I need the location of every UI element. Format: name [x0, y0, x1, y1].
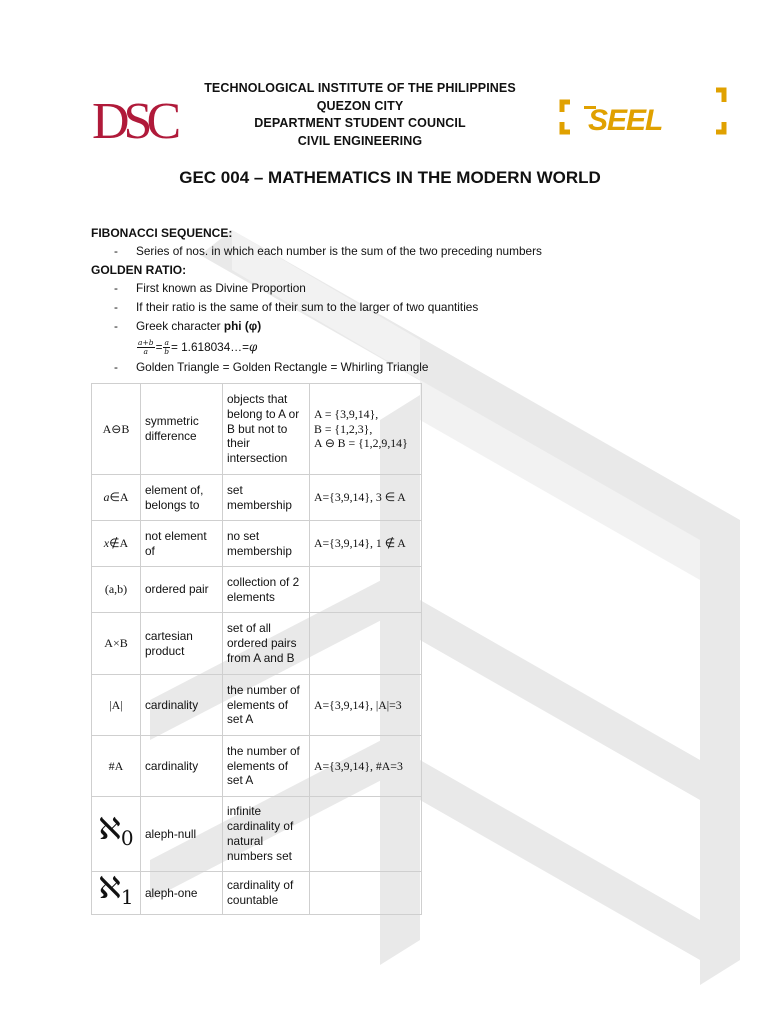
meaning-cell: infinite cardinality of natural numbers set	[223, 797, 310, 872]
example-cell: A={3,9,14}, 3 ∈ A	[310, 475, 422, 521]
meaning-cell: the number of elements of set A	[223, 736, 310, 797]
aleph-glyph: ℵ	[98, 812, 121, 847]
name-cell: ordered pair	[141, 567, 223, 613]
meaning-cell: set membership	[223, 475, 310, 521]
council: DEPARTMENT STUDENT COUNCIL	[254, 116, 466, 130]
meaning-cell: no set membership	[223, 521, 310, 567]
denominator: a	[143, 346, 149, 356]
symbol-rest: ∈A	[109, 490, 129, 505]
meaning-cell: cardinality of countable	[223, 872, 310, 915]
example-cell	[310, 872, 422, 915]
example-cell	[310, 613, 422, 675]
table-row	[92, 521, 422, 567]
symbol-cell	[92, 475, 141, 521]
symbol-cell: A⊖B	[92, 384, 141, 475]
phi-label: phi (φ)	[223, 319, 262, 333]
aleph-subscript: 1	[120, 885, 134, 909]
golden-ratio-point: If their ratio is the same of their sum to the larger of two quantities	[136, 300, 479, 314]
name-cell: aleph-null	[141, 797, 223, 872]
table-row	[92, 384, 422, 475]
symbol-cell: |A|	[92, 675, 141, 736]
svg-text:SEEL: SEEL	[588, 104, 663, 137]
table-row	[92, 736, 422, 797]
seel-logo	[558, 86, 728, 146]
institution-header	[200, 80, 520, 150]
name-cell: not element of	[141, 521, 223, 567]
list-item: - Greek character phi (φ)	[114, 319, 262, 333]
symbol-variable: x	[103, 536, 110, 551]
name-cell: aleph-one	[141, 872, 223, 915]
list-item: - If their ratio is the same of their sum to the larger of two quantities	[114, 300, 479, 314]
meaning-cell: set of all ordered pairs from A and B	[223, 613, 310, 675]
department: CIVIL ENGINEERING	[297, 133, 423, 148]
symbol-cell: (a,b)	[92, 567, 141, 613]
fibonacci-heading: FIBONACCI SEQUENCE:	[91, 226, 233, 240]
city: QUEZON CITY	[316, 98, 404, 113]
numerator: a	[164, 337, 169, 347]
golden-ratio-heading: GOLDEN RATIO:	[91, 263, 187, 277]
symbol-cell	[92, 797, 141, 872]
aleph-symbol	[98, 812, 134, 850]
name-cell: cardinality	[141, 736, 223, 797]
golden-ratio-point: Golden Triangle = Golden Rectangle = Whirling Triangle	[136, 360, 429, 374]
example-cell: A={3,9,14}, |A|=3	[310, 675, 422, 736]
name-cell: element of, belongs to	[141, 475, 223, 521]
table-row	[92, 475, 422, 521]
example-cell	[310, 384, 422, 475]
meaning-cell: the number of elements of set A	[223, 675, 310, 736]
table-row	[92, 797, 422, 872]
example-cell	[310, 567, 422, 613]
set-symbols-table	[91, 383, 422, 915]
meaning-cell: objects that belong to A or B but not to their intersection	[223, 384, 310, 475]
name-cell: cartesian product	[141, 613, 223, 675]
example-cell: A={3,9,14}, 1 ∉ A	[310, 521, 422, 567]
list-item: - Golden Triangle = Golden Rectangle = Whirling Triangle	[114, 360, 429, 374]
fraction	[137, 339, 155, 356]
aleph-glyph: ℵ	[98, 871, 121, 906]
name-cell: symmetric difference	[141, 384, 223, 475]
fibonacci-definition: Series of nos. in which each number is the sum of the two preceding numbers	[136, 244, 542, 258]
example-cell: A={3,9,14}, #A=3	[310, 736, 422, 797]
list-item: - Series of nos. in which each number is the sum of the two preceding numbers	[114, 244, 542, 258]
dsc-logo	[90, 88, 182, 150]
institution-name: TECHNOLOGICAL INSTITUTE OF THE PHILIPPINES	[204, 81, 516, 95]
phi-symbol: φ	[249, 340, 258, 354]
golden-ratio-formula: $\frac{a+b}{a}$ = $\frac{a}{b}$ = 1.618034…= φ	[138, 337, 258, 356]
example-line: A ⊖ B = {1,2,9,14}	[314, 436, 408, 451]
symbol-cell: #A	[92, 736, 141, 797]
denominator: b	[164, 346, 170, 356]
symbol-cell	[92, 872, 141, 915]
golden-ratio-point: Greek character	[136, 319, 224, 333]
phi-value: = 1.618034…=	[170, 340, 249, 354]
symbol-rest: ∉A	[109, 536, 129, 551]
notes-section	[91, 224, 731, 377]
svg-text:DSC: DSC	[92, 93, 176, 150]
page-title: GEC 004 – MATHEMATICS IN THE MODERN WORLD	[179, 168, 601, 187]
aleph-symbol	[98, 871, 134, 909]
golden-ratio-point: First known as Divine Proportion	[136, 281, 306, 295]
symbol-cell	[92, 521, 141, 567]
table-row	[92, 675, 422, 736]
list-item: - First known as Divine Proportion	[114, 281, 306, 295]
symbol-cell: A×B	[92, 613, 141, 675]
example-cell	[310, 797, 422, 872]
name-cell: cardinality	[141, 675, 223, 736]
table-row	[92, 872, 422, 915]
fraction	[163, 339, 169, 356]
aleph-subscript: 0	[120, 826, 134, 850]
example-line: B = {1,2,3},	[314, 421, 373, 436]
table-row	[92, 567, 422, 613]
example-line: A = {3,9,14},	[314, 406, 379, 421]
meaning-cell: collection of 2 elements	[223, 567, 310, 613]
numerator: a+b	[138, 337, 154, 347]
symbol-variable: a	[103, 490, 110, 505]
table-row	[92, 613, 422, 675]
